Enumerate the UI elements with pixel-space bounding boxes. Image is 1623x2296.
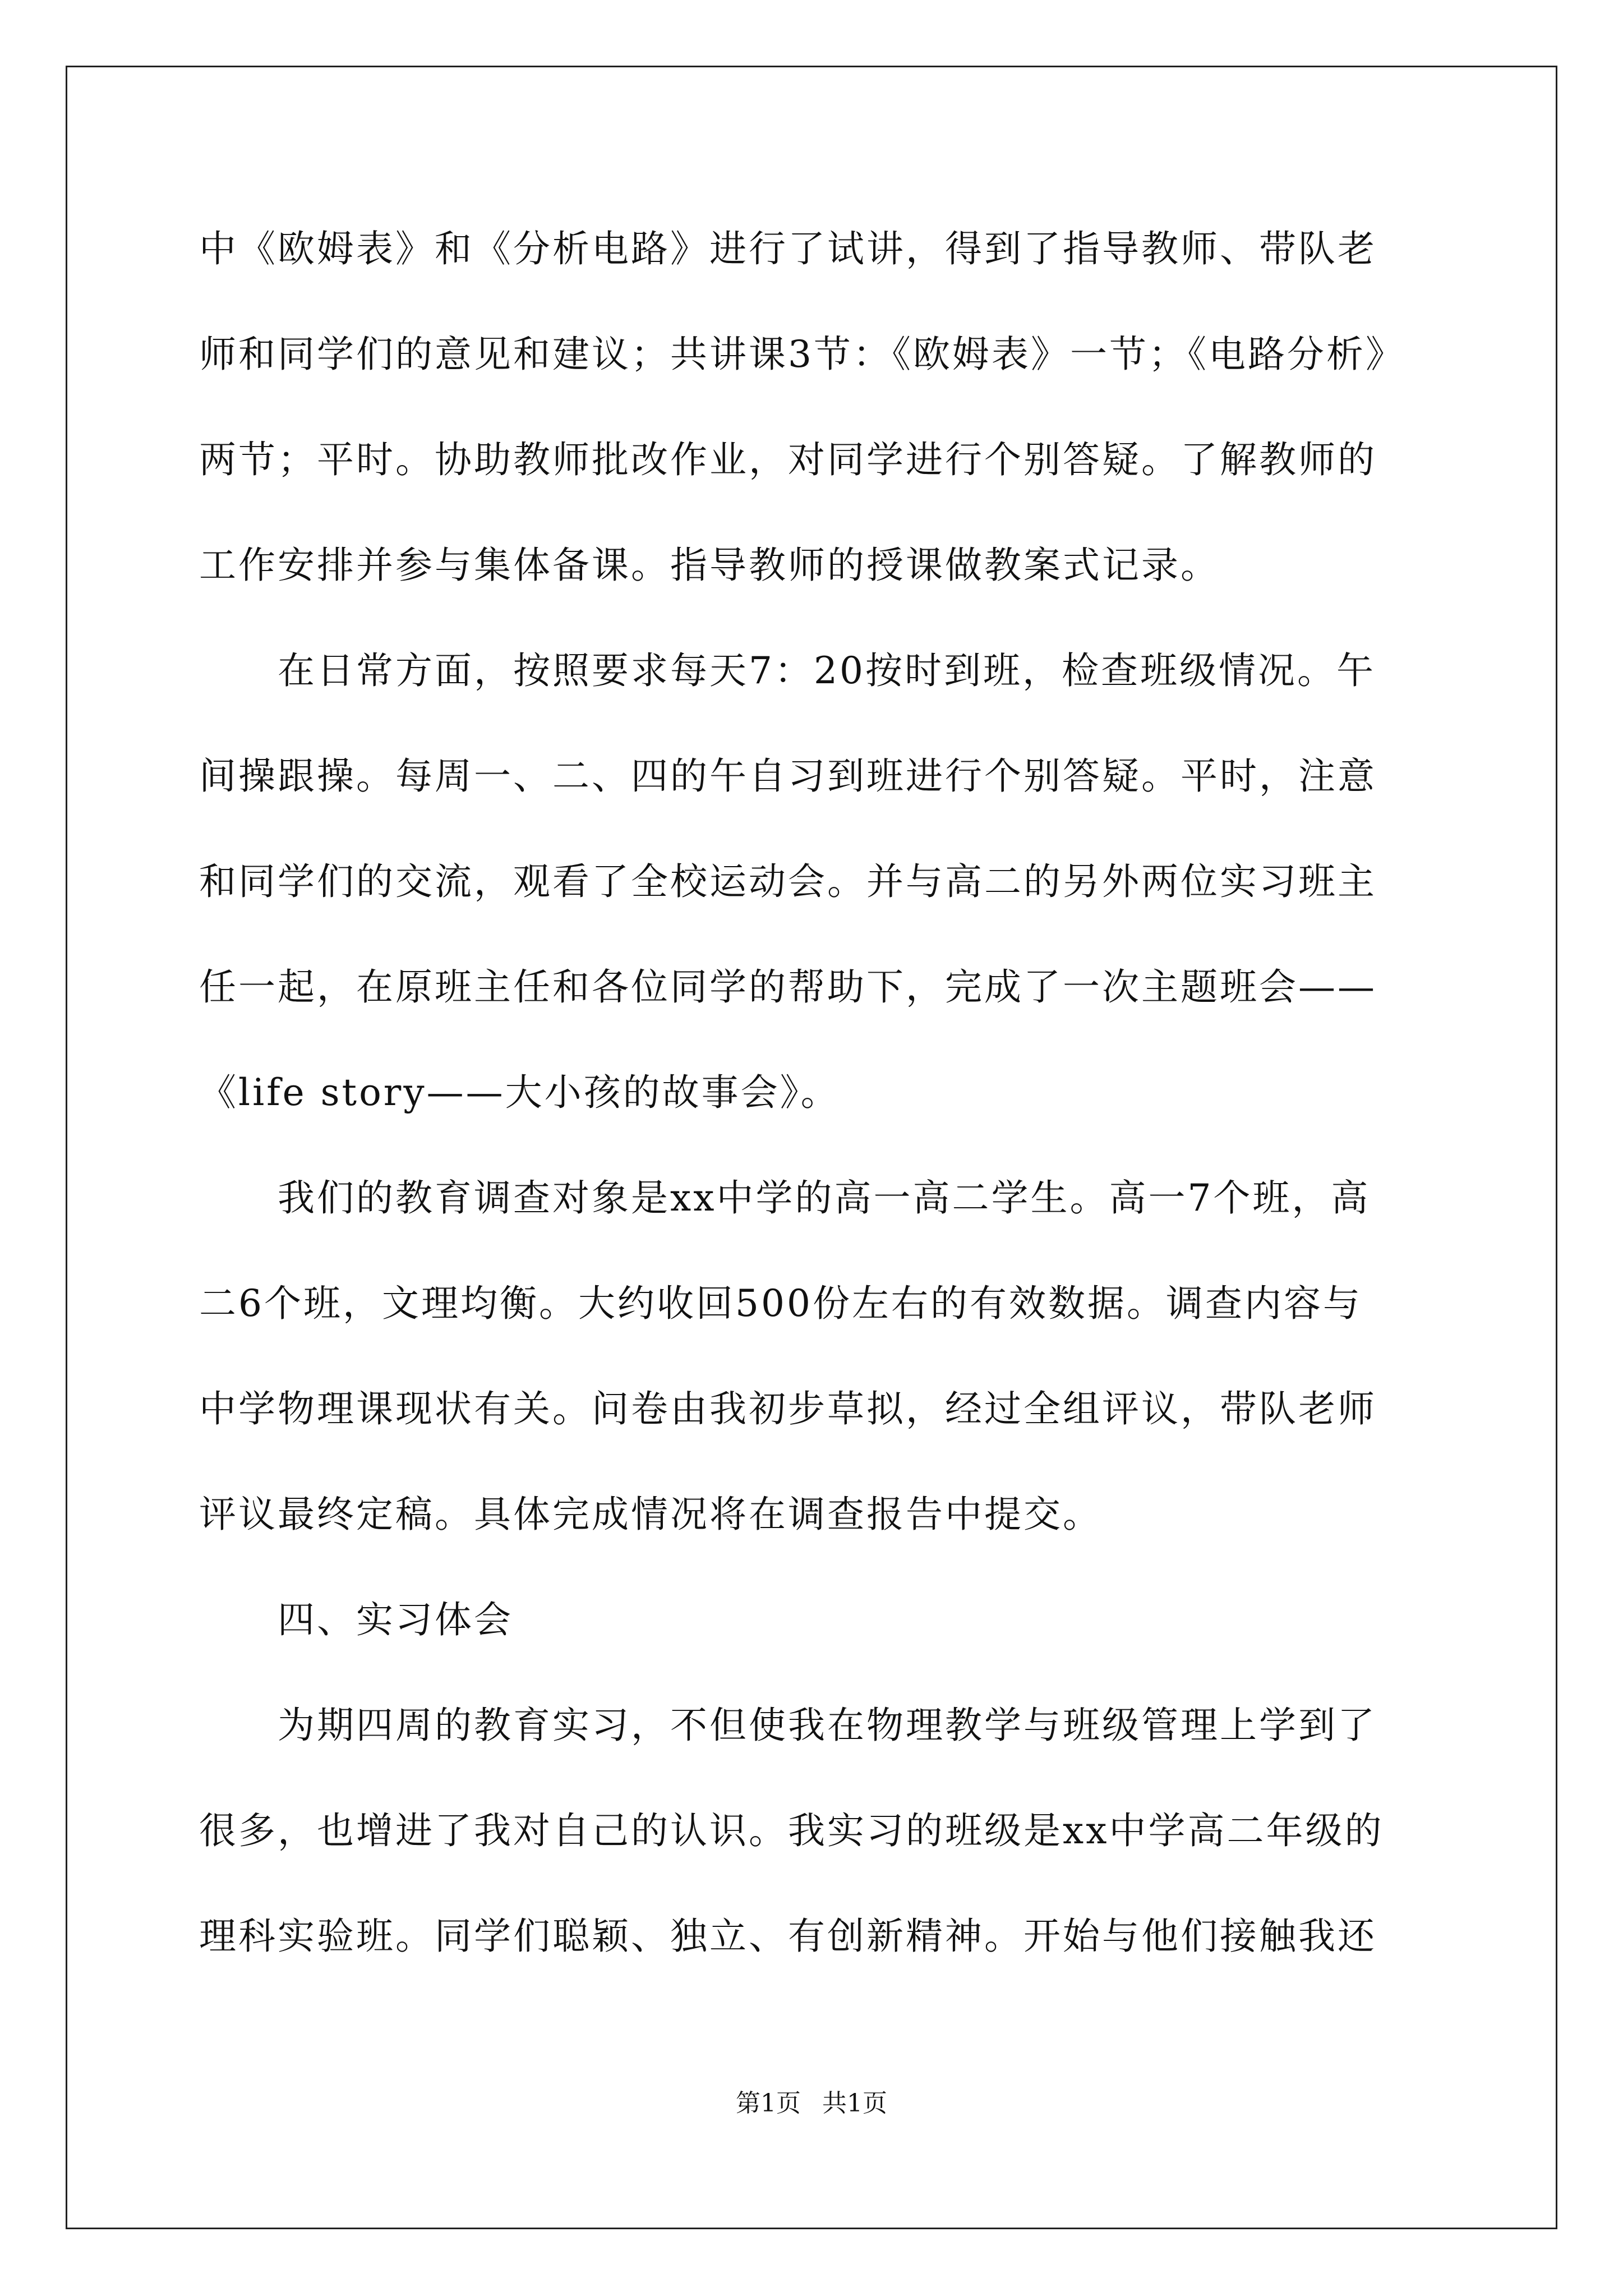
text-line: 间操跟操。每周一、二、四的午自习到班进行个别答疑。平时，注意 [199,754,1377,798]
text-line: 理科实验班。同学们聪颖、独立、有创新精神。开始与他们接触我还 [199,1915,1377,1958]
paragraph-start: 为期四周的教育实习，不但使我在物理教学与班级管理上学到了 [278,1704,1377,1747]
text-line: 二6个班，文理均衡。大约收回500份左右的有效数据。调查内容与 [199,1282,1362,1325]
text-line: 师和同学们的意见和建议；共讲课3节：《欧姆表》一节；《电路分析》 [199,333,1405,376]
text-line: 中学物理课现状有关。问卷由我初步草拟，经过全组评议，带队老师 [199,1387,1377,1430]
text-line: 评议最终定稿。具体完成情况将在调查报告中提交。 [199,1493,1102,1536]
page-footer [0,2087,1623,2120]
section-heading: 四、实习体会 [278,1598,513,1641]
page-number: 第1页 [736,2089,801,2118]
text-line: 两节；平时。协助教师批改作业，对同学进行个别答疑。了解教师的 [199,438,1377,481]
text-line: 《life story——大小孩的故事会》。 [199,1071,840,1114]
paragraph-start: 在日常方面，按照要求每天7：20按时到班，检查班级情况。午 [278,649,1376,692]
text-line: 中《欧姆表》和《分析电路》进行了试讲，得到了指导教师、带队老 [199,227,1377,270]
document-body [199,216,1433,2009]
text-line: 和同学们的交流，观看了全校运动会。并与高二的另外两位实习班主 [199,860,1377,903]
text-line: 工作安排并参与集体备课。指导教师的授课做教案式记录。 [199,544,1220,587]
paragraph-start: 我们的教育调查对象是xx中学的高一高二学生。高一7个班，高 [278,1176,1371,1220]
page-total: 共1页 [822,2089,887,2118]
text-line: 很多，也增进了我对自己的认识。我实习的班级是xx中学高二年级的 [199,1809,1384,1852]
text-line: 任一起，在原班主任和各位同学的帮助下，完成了一次主题班会—— [199,965,1377,1009]
